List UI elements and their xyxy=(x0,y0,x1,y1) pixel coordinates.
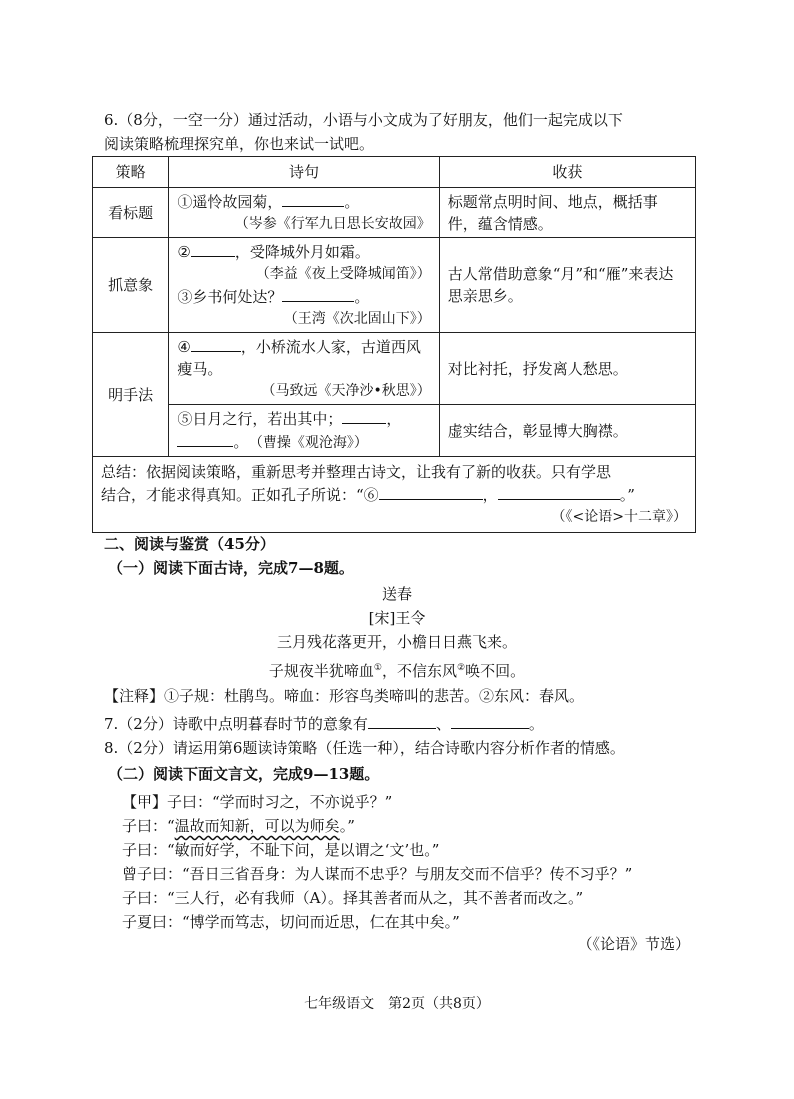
poem-text: 。 xyxy=(233,433,241,451)
poem-line xyxy=(177,193,359,211)
jia-line2 xyxy=(122,816,355,836)
summary-line2 xyxy=(101,483,687,506)
answer-blank[interactable] xyxy=(368,712,436,729)
poem-text: ①遥怜故园菊， xyxy=(177,193,283,211)
jia-line6: 子夏曰：“博学而笃志，切问而近思，仁在其中矣。” xyxy=(122,913,460,931)
poem-line1: 三月残花落更开，小檐日日燕飞来。 xyxy=(276,633,517,651)
poem-note: 【注释】①子规：杜鹃鸟。啼血：形容鸟类啼叫的悲苦。②东风：春风。 xyxy=(104,687,585,705)
answer-blank[interactable] xyxy=(191,240,235,257)
poem-cell xyxy=(169,188,439,238)
poem-text: ，受降城外月如霜。 xyxy=(234,243,370,261)
poem-citation: （曹操《观沧海》） xyxy=(255,435,368,451)
jia-line3: 子曰：“敏而好学，不耻下问，是以谓之‘文’也。” xyxy=(122,841,440,859)
classical-text: 。” xyxy=(339,817,355,835)
poem-text: 。 xyxy=(344,193,360,211)
summary-text: 结合，才能求得真知。正如孔子所说：“⑥ xyxy=(101,486,379,504)
gain-text: 虚实结合，彰显博大胸襟。 xyxy=(439,405,695,457)
jia-line4: 曾子曰：“吾日三省吾身：为人谋而不忠乎？与朋友交而不信乎？传不习乎？” xyxy=(122,865,633,883)
answer-blank[interactable] xyxy=(451,712,529,729)
question-text: 。 xyxy=(528,715,544,733)
poem-line xyxy=(177,243,369,261)
summary-line1: 总结：依据阅读策略，重新思考并整理古诗文，让我有了新的收获。只有学思 xyxy=(101,463,612,481)
classical-text: 子曰：“ xyxy=(122,817,175,835)
poem-cell xyxy=(169,405,439,457)
poem-line2 xyxy=(0,658,794,681)
table-row xyxy=(93,238,696,333)
poem-line xyxy=(177,410,401,428)
answer-blank[interactable] xyxy=(191,335,241,352)
summary-citation: （《<论语>十二章》） xyxy=(551,509,687,525)
poem-text: ，不信东风 xyxy=(381,662,457,680)
poem-line xyxy=(177,288,369,306)
answer-blank[interactable] xyxy=(379,483,483,500)
gain-text: 对比衬托，抒发离人愁思。 xyxy=(439,333,695,405)
answer-blank[interactable] xyxy=(282,190,344,207)
poem-line xyxy=(177,433,368,451)
question-text: 、 xyxy=(435,715,451,733)
strategy-technique: 明手法 xyxy=(93,333,169,457)
header-strategy: 策略 xyxy=(93,157,169,188)
answer-blank[interactable] xyxy=(498,483,620,500)
summary-cell xyxy=(93,457,696,533)
table-row xyxy=(93,188,696,238)
summary-text: 。” xyxy=(619,486,635,504)
answer-blank[interactable] xyxy=(282,285,354,302)
q7 xyxy=(104,712,544,734)
wavy-underlined-phrase: 温故而知新，可以为师矣 xyxy=(174,817,340,835)
poem-line xyxy=(177,338,420,378)
jia-citation: （《论语》节选） xyxy=(577,935,690,953)
table-row xyxy=(93,405,696,457)
answer-blank[interactable] xyxy=(177,430,233,447)
table-row xyxy=(93,333,696,405)
q6-intro-line1: 6.（8分，一空一分）通过活动，小语与小文成为了好朋友，他们一起完成以下 xyxy=(104,111,623,129)
header-gain: 收获 xyxy=(439,157,695,188)
answer-blank[interactable] xyxy=(342,407,386,424)
poem-text: 子规夜半犹啼血 xyxy=(268,662,374,680)
part1-heading: （一）阅读下面古诗，完成7—8题。 xyxy=(108,559,354,577)
question-text: 7.（2分）诗歌中点明暮春时节的意象有 xyxy=(104,715,368,733)
poem-text: 。 xyxy=(354,288,370,306)
summary-row xyxy=(93,457,696,533)
poem-text: ③乡书何处达？ xyxy=(177,288,283,306)
poem-citation: （岑参《行军九日思长安故园》 xyxy=(234,216,431,232)
poem-text: ， xyxy=(386,410,402,428)
jia-line5: 子曰：“三人行，必有我师（A）。择其善者而从之，其不善者而改之。” xyxy=(122,889,584,907)
strategy-imagery: 抓意象 xyxy=(93,238,169,333)
poem-text: ④ xyxy=(177,338,191,356)
header-poem: 诗句 xyxy=(169,157,439,188)
q6-intro-line2: 阅读策略梳理探究单，你也来试一试吧。 xyxy=(104,135,375,153)
poem-citation: （李益《夜上受降城闻笛》） xyxy=(255,266,431,282)
strategy-table xyxy=(92,156,696,533)
poem-cell xyxy=(169,333,439,405)
poem-title: 送春 xyxy=(381,585,412,603)
poem-citation: （马致远《天净沙•秋思》） xyxy=(261,383,431,399)
poem-text: ② xyxy=(177,243,191,261)
footnote-marker: ② xyxy=(457,663,466,673)
jia-line1: 【甲】子曰：“学而时习之，不亦说乎？” xyxy=(122,793,393,811)
poem-text: ⑤日月之行，若出其中； xyxy=(177,410,343,428)
q8: 8.（2分）请运用第6题读诗策略（任选一种），结合诗歌内容分析作者的情感。 xyxy=(104,739,625,757)
gain-text: 古人常借助意象“月”和“雁”来表达思亲思乡。 xyxy=(439,238,695,333)
poem-author: [宋]王令 xyxy=(368,609,426,627)
gain-text: 标题常点明时间、地点，概括事件，蕴含情感。 xyxy=(439,188,695,238)
table-header-row xyxy=(93,157,696,188)
section-heading: 二、阅读与鉴赏（45分） xyxy=(104,535,275,553)
poem-text: 唤不回。 xyxy=(465,662,526,680)
poem-text: ，小桥流水人家，古道西风瘦马。 xyxy=(177,338,421,378)
page-footer: 七年级语文 第2页（共8页） xyxy=(304,996,490,1012)
part2-heading: （二）阅读下面文言文，完成9—13题。 xyxy=(108,765,380,783)
poem-cell xyxy=(169,238,439,333)
strategy-title: 看标题 xyxy=(93,188,169,238)
footnote-marker: ① xyxy=(373,663,382,673)
poem-citation: （王湾《次北固山下》） xyxy=(283,311,431,327)
summary-text: ， xyxy=(482,486,498,504)
